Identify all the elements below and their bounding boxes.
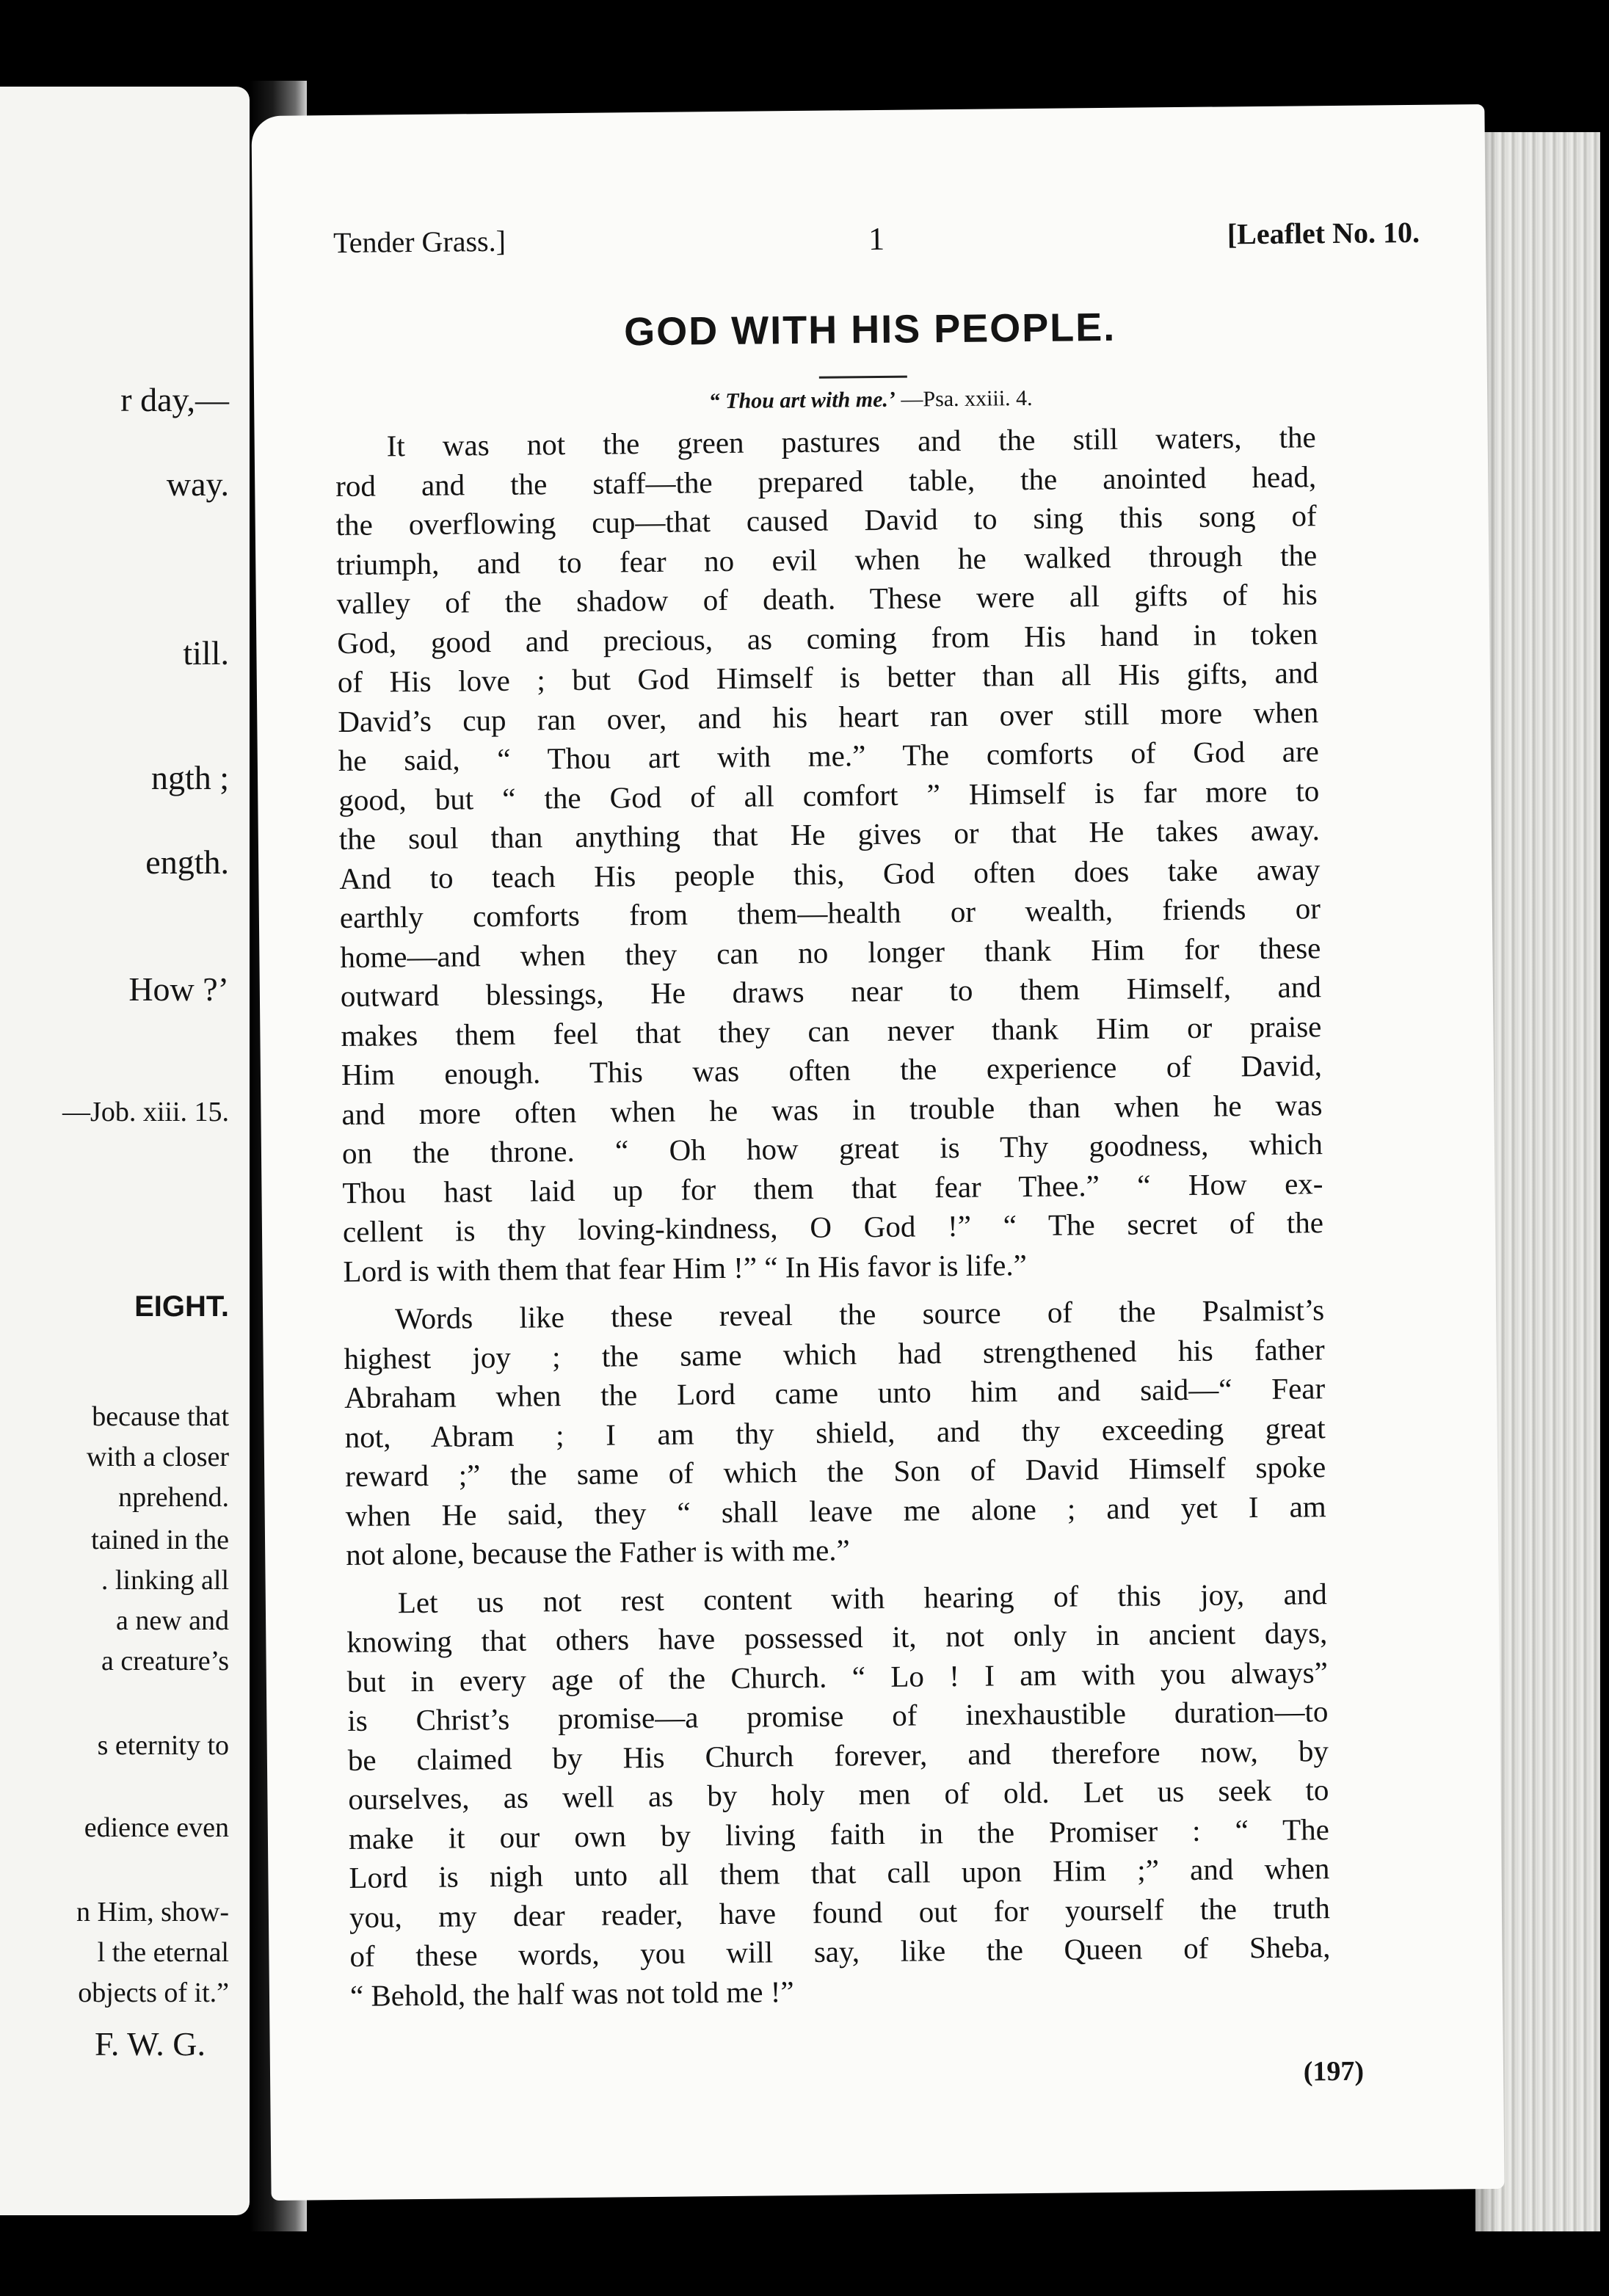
text-line: on the throne. “ Oh how great is Thy goodness, which — [341, 1127, 1323, 1171]
left-page-line: a new and — [115, 1605, 229, 1636]
text-line: he said, “ Thou art with me.” The comforts of God are — [338, 734, 1319, 778]
text-line: makes them feel that they can never thank Him or praise — [341, 1009, 1322, 1053]
running-header — [333, 215, 1420, 269]
left-page-line: with a closer — [86, 1442, 229, 1472]
text-line: It was not the green pastures and the still waters, the — [386, 420, 1316, 463]
text-line: make it our own by living faith in the Promiser : “ The — [348, 1812, 1330, 1856]
text-line: Abraham when the Lord came unto him and said—“ Fear — [344, 1371, 1326, 1414]
text-line: home—and when they can no longer thank Him for these — [340, 930, 1321, 974]
text-line: you, my dear reader, have found out for yourself the truth — [349, 1890, 1331, 1934]
text-line: Lord is with them that fear Him !” “ In His favor is life.” — [343, 1247, 1028, 1288]
text-line: valley of the shadow of death. These were all gifts of his — [336, 577, 1318, 621]
text-line: cellent is thy loving-kindness, O God !” “ The secret of the — [342, 1205, 1324, 1249]
left-page-line: s eternity to — [97, 1730, 229, 1761]
text-line: ourselves, as well as by holy men of old. Let us seek to — [348, 1773, 1329, 1816]
text-line: but in every age of the Church. “ Lo ! I am with you always” — [346, 1654, 1329, 1699]
right-page — [251, 104, 1504, 2201]
text-line: highest joy ; the same which had strengthened his father — [344, 1332, 1325, 1376]
text-line: of these words, you will say, like the Queen of Sheba, — [349, 1930, 1331, 1973]
text-line: earthly comforts from them—health or wealth, friends or — [339, 891, 1321, 935]
text-line: the overflowing cup—that caused David to sing this song of — [335, 498, 1317, 542]
epigraph — [254, 382, 1487, 418]
left-page-line: . linking all — [101, 1565, 229, 1596]
title-rule — [819, 376, 907, 379]
text-line: the soul than anything that He gives or that He takes away. — [338, 813, 1321, 857]
left-page-line: n Him, show- — [76, 1897, 229, 1928]
paragraph-3 — [346, 1574, 1332, 2016]
epigraph-quote: “ Thou art with me.’ — [708, 387, 896, 414]
page-title: GOD WITH HIS PEOPLE. — [623, 305, 1116, 355]
text-line: “ Behold, the half was not told me !” — [349, 1974, 794, 2013]
text-line: outward blessings, He draws near to them Himself, and — [340, 970, 1322, 1014]
text-line: good, but “ the God of all comfort ” Himself is far more to — [338, 773, 1320, 817]
left-page-line: ength. — [145, 843, 229, 881]
text-line: of His love ; but God Himself is better than all His gifts, and — [337, 655, 1318, 700]
header-left: Tender Grass.] — [333, 224, 506, 260]
text-line: triumph, and to fear no evil when he walked through the — [336, 537, 1318, 581]
left-page — [0, 87, 250, 2215]
left-page-line: —Job. xiii. 15. — [62, 1097, 229, 1127]
left-page-line: way. — [166, 465, 229, 503]
left-page-signature: F. W. G. — [95, 2025, 206, 2063]
footer-page-number: (197) — [1303, 2055, 1365, 2088]
epigraph-reference: —Psa. xxiii. 4. — [901, 385, 1033, 412]
text-line: be claimed by His Church forever, and therefore now, by — [347, 1733, 1329, 1777]
text-line: is Christ’s promise—a promise of inexhaustible duration—to — [347, 1694, 1329, 1737]
left-page-line: because that — [92, 1401, 229, 1432]
text-line: rod and the staff—the prepared table, the anointed head, — [335, 459, 1317, 503]
left-page-heading: EIGHT. — [134, 1290, 229, 1323]
text-line: knowing that others have possessed it, not only in ancient days, — [346, 1616, 1328, 1659]
paragraph-2 — [344, 1290, 1327, 1574]
left-page-line: r day,— — [120, 381, 229, 418]
text-line: reward ;” the same of which the Son of David Himself spoke — [344, 1450, 1326, 1493]
text-line: Let us not rest content with hearing of this joy, and — [397, 1576, 1328, 1619]
header-page-number: 1 — [868, 220, 885, 258]
text-line: not alone, because the Father is with me.” — [346, 1533, 850, 1572]
left-page-line: ngth ; — [150, 759, 229, 796]
text-line: Lord is nigh unto all them that call upon Him ;” and when — [349, 1851, 1330, 1894]
text-line: when He said, they “ shall leave me alone ; and yet I am — [345, 1489, 1326, 1533]
text-line: and more often when he was in trouble than when he was — [341, 1087, 1323, 1131]
left-page-line: objects of it.” — [78, 1977, 229, 2008]
text-line: God, good and precious, as coming from His hand in token — [337, 616, 1318, 660]
left-page-line: nprehend. — [118, 1482, 229, 1513]
text-line: Him enough. This was often the experience of David, — [341, 1048, 1323, 1092]
text-line: And to teach His people this, God often does take away — [339, 851, 1321, 895]
text-line: David’s cup ran over, and his heart ran over still more when — [338, 694, 1319, 738]
text-line: not, Abram ; I am thy shield, and thy exceeding great — [344, 1410, 1326, 1454]
header-right: [Leaflet No. 10. — [1227, 215, 1420, 251]
left-page-line: a creature’s — [101, 1646, 229, 1676]
text-line: Words like these reveal the source of the Psalmist’s — [394, 1293, 1325, 1336]
body-text — [335, 418, 1331, 2024]
text-line: Thou hast laid up for them that fear Thee.” “ How ex- — [342, 1166, 1323, 1210]
left-page-line: How ?’ — [128, 970, 229, 1008]
left-page-line: till. — [183, 634, 229, 672]
left-page-line: l the eternal — [97, 1937, 229, 1968]
paragraph-1 — [335, 418, 1323, 1291]
left-page-line: tained in the — [91, 1525, 229, 1555]
left-page-line: edience even — [84, 1812, 229, 1843]
